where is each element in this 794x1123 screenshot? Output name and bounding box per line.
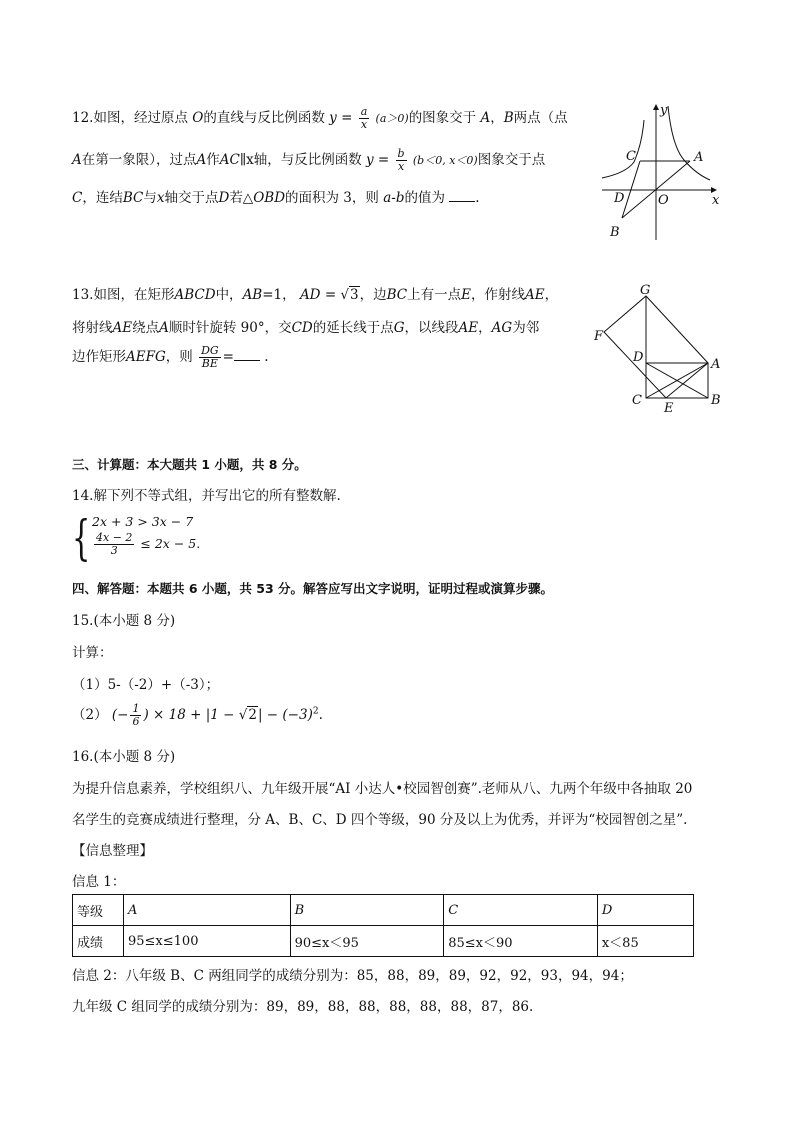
label-d: D	[633, 350, 644, 365]
label-a: A	[694, 150, 704, 165]
dg-be-fraction: $\frac{DG}{BE}$	[201, 344, 219, 370]
label-x: x	[712, 193, 720, 208]
grade-table	[72, 894, 694, 957]
q15-calc-label: 计算：	[72, 645, 113, 661]
q16-header: 16.(本小题 8 分)	[72, 749, 176, 765]
info-2: 信息 2：八年级 B、C 两组同学的成绩分别为：85，88，89，89，92，92，93，94，94；	[72, 968, 633, 984]
brace-icon: {	[72, 510, 91, 566]
hyperbola-first-quadrant	[668, 106, 710, 180]
label-e: E	[664, 401, 674, 416]
figure-13-rectangles	[592, 284, 727, 416]
label-d: D	[614, 191, 625, 206]
func-a-fraction: $\frac{a}{x}$	[360, 105, 368, 131]
label-o: O	[658, 193, 669, 208]
q15-header: 15.(本小题 8 分)	[72, 613, 176, 629]
answer-blank	[234, 350, 260, 361]
func-a-lhs: y =	[329, 110, 353, 126]
info-section-title: 【信息整理】	[72, 843, 153, 859]
table-row: 成绩 95≤x≤100 90≤x＜95 85≤x＜90 x＜85	[73, 926, 694, 957]
q12-line-1: 12.如图，经过原点 O的直线与反比例函数 y = $\frac{a}{x}$ (a＞0)的图象交于 A，B两点（点	[72, 105, 568, 131]
label-g: G	[640, 284, 651, 298]
label-b: B	[711, 393, 721, 408]
answer-blank	[449, 191, 475, 202]
q13-line-1: 13.如图，在矩形ABCD中，AB=1， AD = √3，边BC上有一点E，作射线AE，	[72, 287, 559, 303]
q12-line-3: C，连结BC与x轴交于点D若△OBD的面积为 3，则 a-b的值为 .	[72, 190, 480, 206]
q13-line-2: 将射线AE绕点A顺时针旋转 90°，交CD的延长线于点G，以线段AE，AG为邻	[72, 320, 540, 336]
inequality-1: 2x + 3 > 3x − 7	[92, 514, 194, 529]
label-c: C	[632, 393, 642, 408]
q14-text: 14.解下列不等式组，并写出它的所有整数解.	[72, 488, 341, 504]
point-o: O	[192, 110, 204, 126]
q13-line-3: 边作矩形AEFG，则 $\frac{DG}{BE}$ = .	[72, 344, 269, 370]
rect-aefg	[604, 296, 708, 398]
table-row: 等级 A B C D	[73, 895, 694, 926]
q15-part-2: （2） (− $\frac{1}{6}$ ) × $18 + |1 - √2| - (-3)^2$.	[72, 702, 323, 728]
figure-12-graph	[596, 100, 726, 245]
label-b: B	[610, 225, 620, 240]
q16-paragraph-2: 名学生的竞赛成绩进行整理，分 A、B、C、D 四个等级，90 分及以上为优秀，并评为“校园智创之星”.	[72, 812, 688, 828]
info-1-label: 信息 1：	[72, 874, 126, 890]
q15-part-1: （1）5-（-2）+（-3）；	[72, 677, 220, 693]
q12-line-2: A在第一象限），过点A作AC∥x轴，与反比例函数 y = $\frac{b}{x}$ (b＜0, x＜0)图象交于点	[72, 147, 546, 173]
label-y: y	[660, 103, 668, 118]
label-c: C	[626, 149, 636, 164]
func-b-lhs: y =	[366, 152, 390, 168]
inequality-2: $\frac{4x - 2}{3}$ ≤ 2x − 5.	[96, 531, 201, 557]
info-3: 九年级 C 组同学的成绩分别为：89，89，88，88，88，88，88，87，86.	[72, 999, 534, 1015]
func-b-fraction: $\frac{b}{x}$	[397, 147, 405, 173]
q16-paragraph-1: 为提升信息素养，学校组织八、九年级开展“AI 小达人•校园智创赛”.老师从八、九两个年级中各抽取 20	[72, 781, 693, 797]
func-b-condition: (b＜0, x＜0)	[412, 154, 478, 167]
label-a: A	[711, 357, 721, 372]
section-3-title: 三、计算题：本大题共 1 小题，共 8 分。	[72, 457, 307, 472]
section-4-title: 四、解答题：本题共 6 小题，共 53 分。解答应写出文字说明，证明过程或演算步骤。	[72, 581, 554, 596]
func-a-condition: (a＞0)	[375, 112, 409, 125]
label-f: F	[594, 329, 604, 344]
